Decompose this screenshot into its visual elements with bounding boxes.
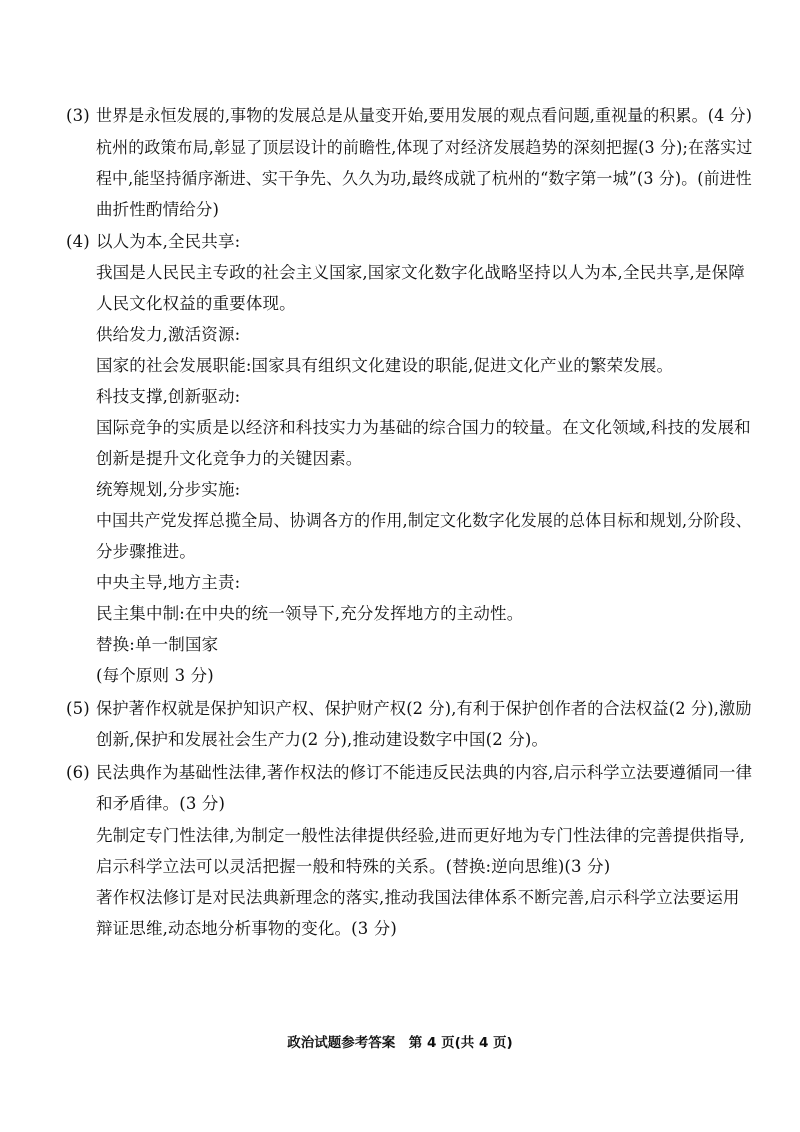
section-4-text: 国际竞争的实质是以经济和科技实力为基础的综合国力的较量。在文化领域,科技的发展和 xyxy=(96,418,751,437)
section-3-text: 杭州的政策布局,彰显了顶层设计的前瞻性,体现了对经济发展趋势的深刻把握(3 分);在落实过 xyxy=(96,138,753,157)
section-number: (4) xyxy=(66,232,90,251)
section-4-text: 民主集中制:在中央的统一领导下,充分发挥地方的主动性。 xyxy=(96,604,524,623)
principle-heading: 以人为本,全民共享: xyxy=(96,232,241,251)
score-note: (每个原则 3 分) xyxy=(96,666,214,685)
section-number: (5) xyxy=(66,699,90,718)
section-number: (6) xyxy=(66,763,90,782)
section-3-text: 世界是永恒发展的,事物的发展总是从量变开始,要用发展的观点看问题,重视量的积累。(4 分) xyxy=(96,106,753,125)
section-6-text: 民法典作为基础性法律,著作权法的修订不能违反民法典的内容,启示科学立法要遵循同一律 xyxy=(96,763,753,782)
section-4-text: 替换:单一制国家 xyxy=(96,635,219,654)
section-3-text: 程中,能坚持循序渐进、实干争先、久久为功,最终成就了杭州的“数字第一城”(3 分)。(前进性 xyxy=(96,169,752,188)
section-6-text: 著作权法修订是对民法典新理念的落实,推动我国法律体系不断完善,启示科学立法要运用 xyxy=(96,888,740,907)
section-number: (3) xyxy=(66,106,90,125)
section-3-text: 曲折性酌情给分) xyxy=(96,200,220,219)
section-6-text: 先制定专门性法律,为制定一般性法律提供经验,进而更好地为专门性法律的完善提供指导, xyxy=(96,826,745,845)
section-6-text: 和矛盾律。(3 分) xyxy=(96,794,226,813)
section-4-text: 中国共产党发挥总揽全局、协调各方的作用,制定文化数字化发展的总体目标和规划,分阶段、 xyxy=(96,511,752,530)
principle-heading: 供给发力,激活资源: xyxy=(96,325,241,344)
section-5-text: 保护著作权就是保护知识产权、保护财产权(2 分),有利于保护创作者的合法权益(2 分),激励 xyxy=(96,699,752,718)
page-footer: 政治试题参考答案 第 4 页(共 4 页) xyxy=(287,1035,513,1051)
section-5-text: 创新,保护和发展社会生产力(2 分),推动建设数字中国(2 分)。 xyxy=(96,730,549,749)
section-4-text: 分步骤推进。 xyxy=(96,542,196,561)
section-6-text: 辩证思维,动态地分析事物的变化。(3 分) xyxy=(96,919,398,938)
section-4-text: 创新是提升文化竞争力的关键因素。 xyxy=(96,449,363,468)
section-4-text: 国家的社会发展职能:国家具有组织文化建设的职能,促进文化产业的繁荣发展。 xyxy=(96,356,674,375)
principle-heading: 中央主导,地方主责: xyxy=(96,573,241,592)
section-4-text: 人民文化权益的重要体现。 xyxy=(96,294,296,313)
principle-heading: 科技支撑,创新驱动: xyxy=(96,387,241,406)
section-4-text: 我国是人民民主专政的社会主义国家,国家文化数字化战略坚持以人为本,全民共享,是保障 xyxy=(96,263,745,282)
principle-heading: 统筹规划,分步实施: xyxy=(96,480,241,499)
section-6-text: 启示科学立法可以灵活把握一般和特殊的关系。(替换:逆向思维)(3 分) xyxy=(96,857,611,876)
